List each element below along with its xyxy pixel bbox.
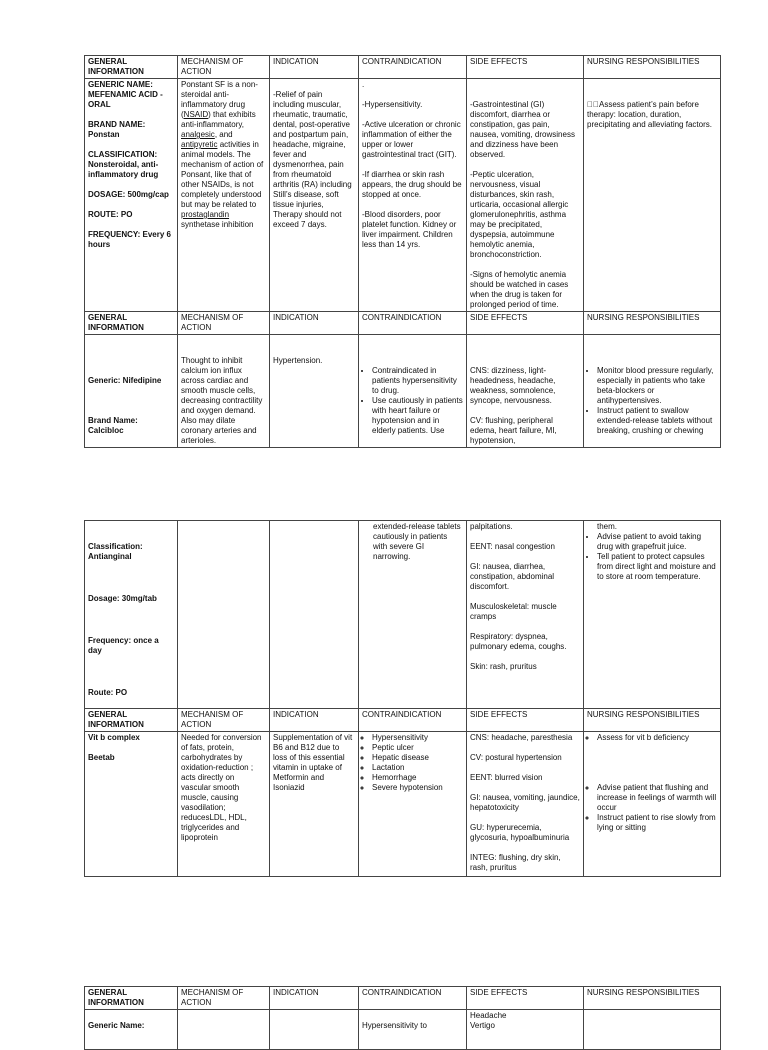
side-effect-item: EENT: nasal congestion <box>470 542 555 551</box>
header-general-information: GENERAL INFORMATION <box>85 312 178 335</box>
header-mechanism: MECHANISM OF ACTION <box>178 56 270 79</box>
indication-text: Hypertension. <box>273 356 323 365</box>
mechanism-cell <box>178 79 270 312</box>
nursing-item: • Instruct patient to swallow extended-release tablets without breaking, crushing or chewing <box>597 406 717 436</box>
side-effect-item: CNS: headache, paresthesia <box>470 733 573 742</box>
side-effect-item: GI: nausea, vomiting, jaundice, hepatotoxicity <box>470 793 580 812</box>
generic-name: Generic: Nifedipine <box>88 376 162 385</box>
generic-name: Vit b complex <box>88 733 140 742</box>
side-effect-item: EENT: blurred vision <box>470 773 543 782</box>
header-indication: INDICATION <box>270 709 359 732</box>
moa-text: synthetase inhibition <box>181 220 254 229</box>
side-effect-item: -Peptic ulceration, nervousness, visual disturbances, skin rash, urticaria, occasional allergic glomerulonephritis, asthma may be precipitated, dyspepsia, autoimmune hemolytic anemia, bronchoconstriction. <box>470 170 569 259</box>
link-nsaid[interactable]: NSAID <box>183 110 209 119</box>
header-row <box>85 56 721 79</box>
contra-item: • Use cautiously in patients with heart failure or hypotension and in elderly patients. Use <box>372 396 463 436</box>
drug-row-last <box>85 1010 721 1050</box>
contraindication-cell <box>359 1010 467 1050</box>
drug-table-2 <box>84 520 721 877</box>
link-prostaglandin[interactable]: prostaglandin <box>181 210 230 219</box>
contra-item: ◦ Hemorrhage <box>372 773 463 783</box>
contra-item: ◦ Peptic ulcer <box>372 743 463 753</box>
moa-text: Thought to inhibit calcium ion influx across cardiac and smooth muscle cells, decreasing contractility and oxygen demand. Also may dilate coronary arteries and arterioles. <box>181 356 263 445</box>
header-contraindication: CONTRAINDICATION <box>359 709 467 732</box>
mechanism-cell <box>178 335 270 448</box>
nursing-item: ◦ Assess for vit b deficiency <box>597 733 717 743</box>
contra-item: -Active ulceration or chronic inflammation of either the upper or lower gastrointestinal tract (GIT). <box>362 120 461 159</box>
mechanism-cell: Needed for conversion of fats, protein, carbohydrates by oxidation-reduction ; acts directly on vascular smooth muscle, causing vasodilation; reducesLDL, HDL, triglycerides and lipoprotein <box>178 732 270 877</box>
generic-name: GENERIC NAME: MEFENAMIC ACID - ORAL <box>88 80 163 109</box>
side-effect-item: GI: nausea, diarrhea, constipation, abdominal discomfort. <box>470 562 555 591</box>
side-effect-item: -Gastrointestinal (GI) discomfort, diarrhea or constipation, gas pain, nausea, vomiting, drowsiness and dizziness have been observed. <box>470 100 575 159</box>
nursing-cell <box>584 79 721 312</box>
drug-row-nifedipine <box>85 335 721 448</box>
indication-cell <box>270 79 359 312</box>
header-indication: INDICATION <box>270 312 359 335</box>
generic-name: Generic Name: <box>88 1021 145 1030</box>
nursing-cell <box>584 335 721 448</box>
contra-item: -If diarrhea or skin rash appears, the drug should be stopped at once. <box>362 170 462 199</box>
header-contraindication: CONTRAINDICATION <box>359 312 467 335</box>
frequency: Frequency: once a day <box>88 636 159 655</box>
side-effects-cell <box>467 521 584 709</box>
drug-row-vitb <box>85 732 721 877</box>
mechanism-cell <box>178 1010 270 1050</box>
header-side-effects: SIDE EFFECTS <box>467 987 584 1010</box>
indication-text: -Relief of pain including muscular, rheumatic, traumatic, dental, post-operative and postpartum pain, headache, migraine, fever and dysmenorrhea, pain from rheumatoid arthritis (RA) including Still’s disease, soft tissue injuries, Therapy should not exceed 7 days. <box>273 90 352 229</box>
indication-cell <box>270 1010 359 1050</box>
side-effect-item: palpitations. <box>470 522 513 531</box>
moa-text: activities in animal models. The mechanism of action of Ponsant, like that of other NSAIDs, is not completely understood but may be related to <box>181 140 264 209</box>
header-row <box>85 709 721 732</box>
header-row <box>85 312 721 335</box>
header-general-information: GENERAL INFORMATION <box>85 56 178 79</box>
header-mechanism: MECHANISM OF ACTION <box>178 312 270 335</box>
side-effects-cell <box>467 79 584 312</box>
header-mechanism: MECHANISM OF ACTION <box>178 709 270 732</box>
side-effect-item: CV: flushing, peripheral edema, heart failure, MI, hypotension, <box>470 416 557 445</box>
drug-row-nifedipine-cont <box>85 521 721 709</box>
side-effect-item: INTEG: flushing, dry skin, rash, pruritus <box>470 853 561 872</box>
contra-item: -Hypersensitivity. <box>362 100 423 109</box>
nursing-cell <box>584 1010 721 1050</box>
header-nursing: NURSING RESPONSIBILITIES <box>584 56 721 79</box>
contra-item: • Contraindicated in patients hypersensitivity to drug. <box>372 366 463 396</box>
route: Route: PO <box>88 688 128 697</box>
indication-cell: Supplementation of vit B6 and B12 due to loss of this essential vitamin in uptake of Metformin and Isoniazid <box>270 732 359 877</box>
general-info-cell <box>85 732 178 877</box>
side-effect-item: GU: hyperurecemia, glycosuria, hypoalbuminuria <box>470 823 570 842</box>
header-contraindication: CONTRAINDICATION <box>359 987 467 1010</box>
contra-item: -Blood disorders, poor platelet function. Kidney or liver impairment. Children less than 14 yrs. <box>362 210 457 249</box>
contra-item: ◦ Hypersensitivity <box>372 733 463 743</box>
general-info-cell <box>85 79 178 312</box>
nursing-item: • Monitor blood pressure regularly, especially in patients who take beta-blockers or antihypertensives. <box>597 366 717 406</box>
nursing-item: • Advise patient to avoid taking drug with grapefruit juice. <box>597 532 717 552</box>
dosage: Dosage: 30mg/tab <box>88 594 157 603</box>
header-nursing: NURSING RESPONSIBILITIES <box>584 709 721 732</box>
side-effect-item: Musculoskeletal: muscle cramps <box>470 602 557 621</box>
side-effect-item: Vertigo <box>470 1021 495 1030</box>
header-general-information: GENERAL INFORMATION <box>85 709 178 732</box>
header-side-effects: SIDE EFFECTS <box>467 709 584 732</box>
header-general-information: GENERAL INFORMATION <box>85 987 178 1010</box>
general-info-cell <box>85 1010 178 1050</box>
header-side-effects: SIDE EFFECTS <box>467 56 584 79</box>
route: ROUTE: PO <box>88 210 133 219</box>
side-effects-cell <box>467 335 584 448</box>
contraindication-cell <box>359 79 467 312</box>
contra-item: Hypersensitivity to <box>362 1021 427 1030</box>
header-indication: INDICATION <box>270 987 359 1010</box>
general-info-cell <box>85 335 178 448</box>
classification: CLASSIFICATION: Nonsteroidal, anti-inflammatory drug <box>88 150 159 179</box>
side-effects-cell <box>467 732 584 877</box>
nursing-item: • Tell patient to protect capsules from direct light and moisture and to store at room temperature. <box>597 552 717 582</box>
nursing-item: them. <box>597 522 618 531</box>
side-effect-item: CNS: dizziness, light-headedness, headache, weakness, somnolence, syncope, nervousness. <box>470 366 556 405</box>
classification: Classification: Antianginal <box>88 542 143 561</box>
side-effect-item: Skin: rash, pruritus <box>470 662 537 671</box>
drug-row-mefenamic <box>85 79 721 312</box>
contraindication-cell <box>359 335 467 448</box>
header-nursing: NURSING RESPONSIBILITIES <box>584 312 721 335</box>
side-effect-item: -Signs of hemolytic anemia should be watched in cases when the drug is taken for prolonged period of time. <box>470 270 569 309</box>
contra-item: ◦ Hepatic disease <box>372 753 463 763</box>
moa-text: , and <box>214 130 233 139</box>
frequency: FREQUENCY: Every 6 hours <box>88 230 171 249</box>
brand-name: Beetab <box>88 753 115 762</box>
nursing-item:   Assess patient’s pain before therapy: location, duration, precipitating and alleviating factors. <box>587 100 712 129</box>
contra-item: extended-release tablets cautiously in patients with severe GI narrowing. <box>373 522 461 561</box>
side-effect-item: Respiratory: dyspnea, pulmonary edema, coughs. <box>470 632 567 651</box>
indication-cell <box>270 521 359 709</box>
link-antipyretic[interactable]: antipyretic <box>181 140 218 149</box>
header-mechanism: MECHANISM OF ACTION <box>178 987 270 1010</box>
header-row <box>85 987 721 1010</box>
moa-text: Ponstant SF is a non-steroidal anti-inflammatory drug ( <box>181 80 258 119</box>
mechanism-cell <box>178 521 270 709</box>
side-effect-item: Headache <box>470 1011 507 1020</box>
header-indication: INDICATION <box>270 56 359 79</box>
nursing-item: ◦ Advise patient that flushing and increase in feelings of warmth will occur <box>597 783 717 813</box>
side-effect-item: CV: postural hypertension <box>470 753 562 762</box>
brand-name: BRAND NAME: Ponstan <box>88 120 146 139</box>
header-side-effects: SIDE EFFECTS <box>467 312 584 335</box>
contra-item: ◦ Lactation <box>372 763 463 773</box>
nursing-item: ◦ Instruct patient to rise slowly from lying or sitting <box>597 813 717 833</box>
header-contraindication: CONTRAINDICATION <box>359 56 467 79</box>
contraindication-cell <box>359 732 467 877</box>
contra-item: ◦ Severe hypotension <box>372 783 463 793</box>
nursing-cell <box>584 732 721 877</box>
contra-dot: . <box>362 80 365 89</box>
general-info-cell <box>85 521 178 709</box>
nursing-cell <box>584 521 721 709</box>
drug-table-1 <box>84 55 721 448</box>
side-effects-cell <box>467 1010 584 1050</box>
contraindication-cell <box>359 521 467 709</box>
brand-name: Brand Name: Calcibloc <box>88 416 138 435</box>
moa-text: ) that exhibits anti-inflammatory, <box>181 110 256 129</box>
link-analgesic[interactable]: analgesic <box>181 130 215 139</box>
drug-table-3 <box>84 986 721 1050</box>
indication-cell <box>270 335 359 448</box>
dosage: DOSAGE: 500mg/cap <box>88 190 169 199</box>
header-nursing: NURSING RESPONSIBILITIES <box>584 987 721 1010</box>
